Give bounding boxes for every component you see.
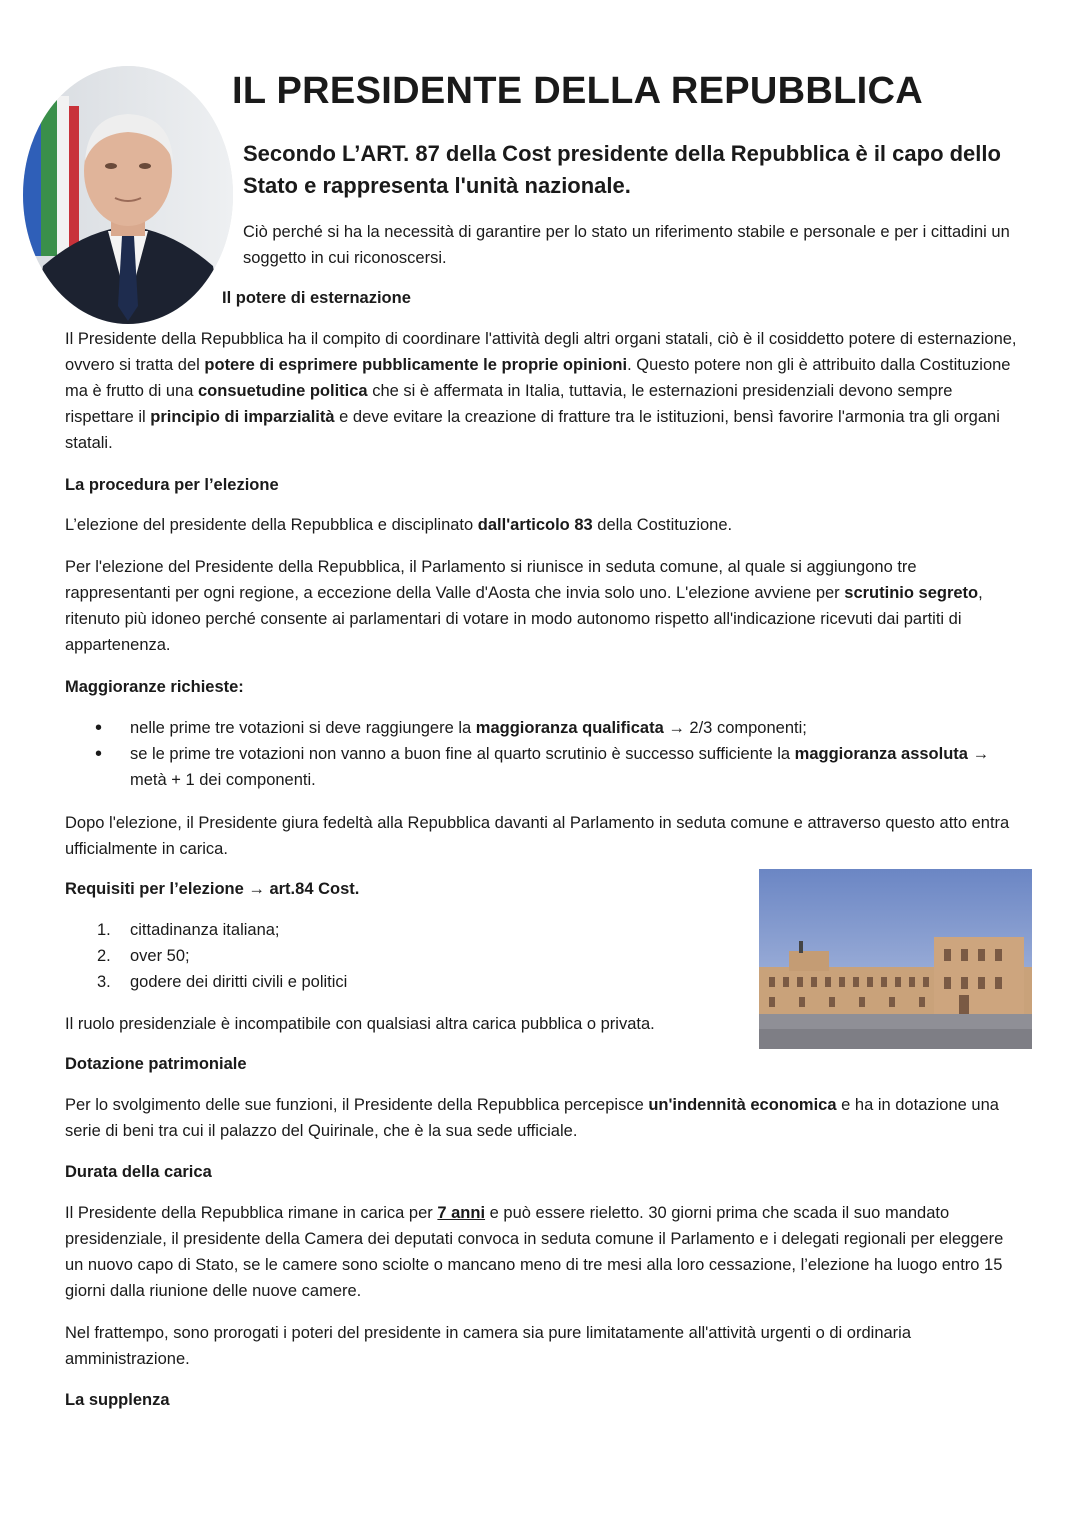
dotazione-paragraph: Per lo svolgimento delle sue funzioni, il Presidente della Repubblica percepisce un'indennità economica e ha in dotazione una serie di beni tra cui il palazzo del Quirinale, che è la sua sede ufficiale. (65, 1096, 999, 1140)
list-item: 3. godere dei diritti civili e politici (97, 973, 348, 991)
procedura-paragraph-1: L’elezione del presidente della Repubblica e disciplinato dall'articolo 83 della Costituzione. (65, 516, 733, 534)
quirinale-photo (759, 869, 1032, 1049)
esternazione-heading: Il potere di esternazione (222, 289, 411, 307)
requisiti-list (65, 917, 347, 995)
dotazione-heading: Dotazione patrimoniale (65, 1055, 247, 1073)
page-title: IL PRESIDENTE DELLA REPUBBLICA (232, 70, 923, 112)
list-item: 1. cittadinanza italiana; (97, 921, 280, 939)
procedura-heading: La procedura per l’elezione (65, 476, 279, 494)
proroga-paragraph: Nel frattempo, sono prorogati i poteri del presidente in camera sia pure limitatamente all'attività urgenti o di ordinaria amministrazione. (65, 1324, 912, 1368)
durata-paragraph: Il Presidente della Repubblica rimane in carica per 7 anni e può essere rieletto. 30 giorni prima che scada il suo mandato presidenziale, il presidente della Camera dei deputati convoca in seduta comune il Parlamento e i delegati regionali per eleggere un nuovo capo di Stato, se le camere sono sciolte o mancano meno di tre mesi alla loro cessazione, l’elezione ha luogo entro 15 giorni dalla riunione delle nuove camere. (65, 1204, 1004, 1300)
intro-paragraph: Ciò perché si ha la necessità di garantire per lo stato un riferimento stabile e personale e per i cittadini un soggetto in cui riconoscersi. (243, 223, 1010, 267)
giuramento-paragraph: Dopo l'elezione, il Presidente giura fedeltà alla Repubblica davanti al Parlamento in seduta comune e attraverso questo atto entra ufficialmente in carica. (65, 814, 1010, 858)
requisiti-heading: Requisiti per l’elezione → art.84 Cost. (65, 880, 360, 898)
durata-heading: Durata della carica (65, 1163, 212, 1181)
incompatibilita-paragraph: Il ruolo presidenziale è incompatibile con qualsiasi altra carica pubblica o privata. (65, 1015, 655, 1033)
lead-statement: Secondo L’ART. 87 della Cost presidente della Repubblica è il capo dello Stato e rappresenta l'unità nazionale. (243, 141, 1001, 198)
procedura-paragraph-2: Per l'elezione del Presidente della Repubblica, il Parlamento si riunisce in seduta comune, al quale si aggiungono tre rappresentanti per ogni regione, a eccezione della Valle d'Aosta che invia solo uno. L'elezione avviene per scrutinio segreto, ritenuto più idoneo perché consente ai parlamentari di votare in modo autonomo rispetto all'indicazione ricevuti dai partiti di appartenenza. (65, 558, 983, 654)
esternazione-paragraph: Il Presidente della Repubblica ha il compito di coordinare l'attività degli altri organi statali, ciò è il cosiddetto potere di esternazione, ovvero si tratta del potere di esprimere pubblicamente le proprie opinioni. Questo potere non gli è attribuito dalla Costituzione ma è frutto di una consuetudine politica che si è affermata in Italia, tuttavia, le esternazioni presidenziali devono sempre rispettare il principio di imparzialità e deve evitare la creazione di fratture tra le istituzioni, bensì favorire l'armonia tra gli organi statali. (65, 330, 1017, 452)
list-item: • se le prime tre votazioni non vanno a buon fine al quarto scrutinio è successo sufficiente la maggioranza assoluta → metà + 1 dei componenti. (65, 741, 990, 793)
list-item: 2. over 50; (97, 947, 190, 965)
list-item: • nelle prime tre votazioni si deve raggiungere la maggioranza qualificata → 2/3 componenti; (65, 715, 1025, 741)
maggioranze-heading: Maggioranze richieste: (65, 678, 244, 696)
supplenza-heading: La supplenza (65, 1391, 170, 1409)
maggioranze-list (65, 715, 1025, 793)
president-portrait (23, 66, 233, 324)
